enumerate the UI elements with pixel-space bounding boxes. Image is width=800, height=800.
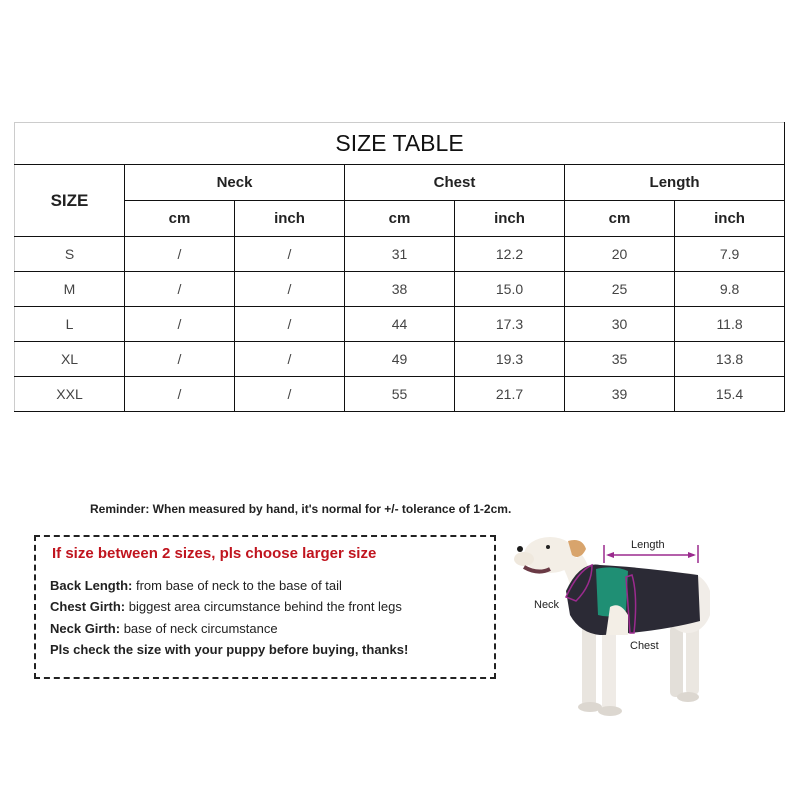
- chest-inch-cell: 19.3: [455, 342, 565, 377]
- unit-header: inch: [455, 201, 565, 237]
- size-cell: L: [15, 307, 125, 342]
- length-inch-cell: 15.4: [675, 377, 785, 412]
- length-inch-cell: 11.8: [675, 307, 785, 342]
- chest-inch-cell: 17.3: [455, 307, 565, 342]
- neck-inch-cell: /: [235, 342, 345, 377]
- size-cell: M: [15, 272, 125, 307]
- size-header: SIZE: [15, 165, 125, 237]
- chest-label: Chest: [630, 640, 659, 652]
- chest-inch-cell: 15.0: [455, 272, 565, 307]
- larger-size-advice: If size between 2 sizes, pls choose larger size: [52, 545, 377, 562]
- length-inch-cell: 7.9: [675, 237, 785, 272]
- length-cm-cell: 35: [565, 342, 675, 377]
- length-header: Length: [565, 165, 785, 201]
- note-term: Back Length:: [50, 578, 133, 593]
- note-neck-girth: [50, 621, 278, 636]
- note-back-length: [50, 578, 342, 593]
- neck-cm-cell: /: [125, 377, 235, 412]
- chest-header: Chest: [345, 165, 565, 201]
- neck-cm-cell: /: [125, 237, 235, 272]
- chest-inch-cell: 21.7: [455, 377, 565, 412]
- length-inch-cell: 13.8: [675, 342, 785, 377]
- table-row: [15, 272, 785, 307]
- note-term: Chest Girth:: [50, 599, 126, 614]
- size-table: [14, 122, 785, 412]
- neck-inch-cell: /: [235, 307, 345, 342]
- length-inch-cell: 9.8: [675, 272, 785, 307]
- dog-illustration-icon: [510, 525, 710, 725]
- chest-cm-cell: 49: [345, 342, 455, 377]
- neck-cm-cell: /: [125, 307, 235, 342]
- neck-header: Neck: [125, 165, 345, 201]
- unit-header: cm: [565, 201, 675, 237]
- unit-header: cm: [125, 201, 235, 237]
- note-desc: base of neck circumstance: [120, 621, 278, 636]
- size-cell: XXL: [15, 377, 125, 412]
- chest-cm-cell: 38: [345, 272, 455, 307]
- neck-label: Neck: [534, 599, 560, 611]
- neck-inch-cell: /: [235, 377, 345, 412]
- length-cm-cell: 39: [565, 377, 675, 412]
- note-chest-girth: [50, 599, 402, 614]
- note-desc: from base of neck to the base of tail: [132, 578, 342, 593]
- table-row: [15, 377, 785, 412]
- note-term: Pls check the size with your puppy before buying, thanks!: [50, 642, 409, 657]
- size-cell: S: [15, 237, 125, 272]
- note-check-size: [50, 642, 408, 657]
- unit-header: inch: [675, 201, 785, 237]
- table-row: [15, 307, 785, 342]
- tolerance-reminder: Reminder: When measured by hand, it's normal for +/- tolerance of 1-2cm.: [90, 502, 512, 516]
- note-desc: biggest area circumstance behind the front legs: [125, 599, 402, 614]
- table-row: [15, 237, 785, 272]
- size-cell: XL: [15, 342, 125, 377]
- unit-header: inch: [235, 201, 345, 237]
- table-row: [15, 342, 785, 377]
- length-cm-cell: 30: [565, 307, 675, 342]
- unit-header: cm: [345, 201, 455, 237]
- chest-inch-cell: 12.2: [455, 237, 565, 272]
- table-title: SIZE TABLE: [15, 123, 785, 165]
- length-cm-cell: 25: [565, 272, 675, 307]
- chest-cm-cell: 31: [345, 237, 455, 272]
- neck-inch-cell: /: [235, 272, 345, 307]
- length-label: Length: [631, 539, 665, 551]
- chest-cm-cell: 44: [345, 307, 455, 342]
- dog-measurement-diagram: [510, 525, 710, 725]
- length-cm-cell: 20: [565, 237, 675, 272]
- chest-cm-cell: 55: [345, 377, 455, 412]
- sizing-notes-box: [34, 535, 496, 679]
- neck-cm-cell: /: [125, 272, 235, 307]
- neck-cm-cell: /: [125, 342, 235, 377]
- neck-inch-cell: /: [235, 237, 345, 272]
- note-term: Neck Girth:: [50, 621, 121, 636]
